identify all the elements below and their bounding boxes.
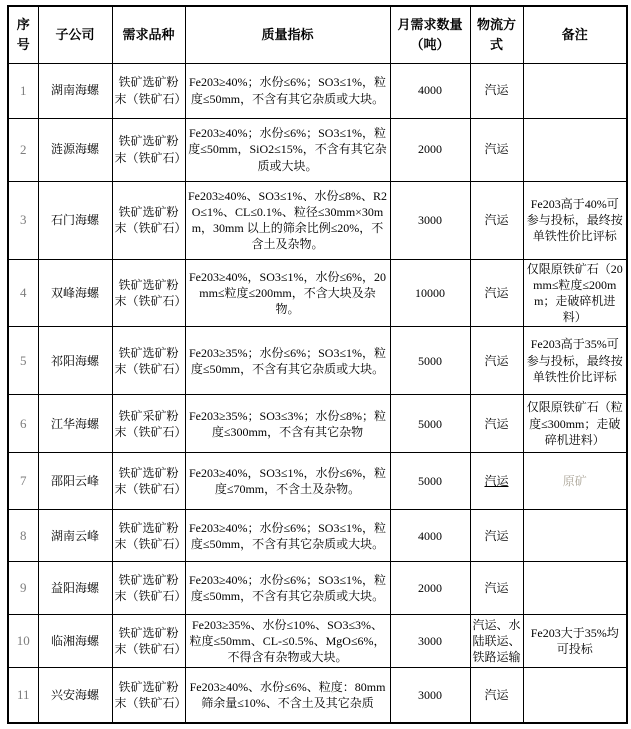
table-row xyxy=(8,327,627,395)
cell-logistics: 汽运、水陆联运、铁路运输 xyxy=(470,615,523,668)
cell-company: 邵阳云峰 xyxy=(38,453,112,510)
cell-remark: Fe203高于35%可参与投标，最终按单铁性价比评标 xyxy=(523,327,627,395)
table-row xyxy=(8,510,627,562)
cell-quantity: 5000 xyxy=(390,395,470,453)
cell-remark: 仅限原铁矿石（粒度≤300mm；走破碎机进料） xyxy=(523,395,627,453)
cell-quality: Fe203≥40%、SO3≤1%、水份≤8%、R2O≤1%、CL≤0.1%、粒径≤30mm×30mm，30mm 以上的筛余比例≤20%，不含土及杂物。 xyxy=(185,181,390,259)
cell-company: 祁阳海螺 xyxy=(38,327,112,395)
cell-variety: 铁矿选矿粉末（铁矿石） xyxy=(112,63,185,118)
header-remark: 备注 xyxy=(523,6,627,63)
cell-serial: 6 xyxy=(8,395,38,453)
cell-quantity: 3000 xyxy=(390,181,470,259)
cell-quantity: 3000 xyxy=(390,668,470,723)
cell-quality: Fe203≥40%；水份≤6%；SO3≤1%，粒度≤50mm，SiO2≤15%，不含有其它杂质或大块。 xyxy=(185,118,390,181)
cell-company: 湖南海螺 xyxy=(38,63,112,118)
cell-remark: 原矿 xyxy=(523,453,627,510)
table-row xyxy=(8,259,627,327)
cell-quality: Fe203≥40%，SO3≤1%，水份≤6%，粒度≤70mm，不含土及杂物。 xyxy=(185,453,390,510)
cell-quality: Fe203≥40%；水份≤6%；SO3≤1%，粒度≤50mm，不含有其它杂质或大块。 xyxy=(185,562,390,615)
cell-logistics: 汽运 xyxy=(470,562,523,615)
cell-quality: Fe203≥40%；水份≤6%；SO3≤1%，粒度≤50mm，不含有其它杂质或大块。 xyxy=(185,63,390,118)
table-row xyxy=(8,562,627,615)
cell-company: 双峰海螺 xyxy=(38,259,112,327)
cell-remark: Fe203大于35%均可投标 xyxy=(523,615,627,668)
demand-table xyxy=(7,5,628,724)
cell-remark: 仅限原铁矿石（20mm≤粒度≤200mm；走破碎机进料） xyxy=(523,259,627,327)
table-row xyxy=(8,63,627,118)
cell-quality: Fe203≥35%；水份≤6%；SO3≤1%，粒度≤50mm，不含有其它杂质或大块。 xyxy=(185,327,390,395)
table-row xyxy=(8,395,627,453)
cell-variety: 铁矿采矿粉末（铁矿石） xyxy=(112,395,185,453)
cell-company: 益阳海螺 xyxy=(38,562,112,615)
cell-quality: Fe203≥40%、水份≤6%、粒度：80mm 筛余量≤10%、不含土及其它杂质 xyxy=(185,668,390,723)
cell-variety: 铁矿选矿粉末（铁矿石） xyxy=(112,118,185,181)
cell-logistics: 汽运 xyxy=(470,118,523,181)
cell-company: 湖南云峰 xyxy=(38,510,112,562)
header-quality: 质量指标 xyxy=(185,6,390,63)
cell-quality: Fe203≥35%；SO3≤3%；水份≤8%；粒度≤300mm，不含有其它杂物 xyxy=(185,395,390,453)
cell-company: 江华海螺 xyxy=(38,395,112,453)
cell-quantity: 2000 xyxy=(390,118,470,181)
table-row xyxy=(8,181,627,259)
cell-company: 兴安海螺 xyxy=(38,668,112,723)
cell-remark: Fe203高于40%可参与投标，最终按单铁性价比评标 xyxy=(523,181,627,259)
cell-logistics: 汽运 xyxy=(470,395,523,453)
cell-serial: 10 xyxy=(8,615,38,668)
cell-remark xyxy=(523,562,627,615)
cell-serial: 4 xyxy=(8,259,38,327)
cell-remark xyxy=(523,63,627,118)
header-serial: 序号 xyxy=(8,6,38,63)
cell-variety: 铁矿选矿粉末（铁矿石） xyxy=(112,259,185,327)
table-row xyxy=(8,453,627,510)
cell-serial: 5 xyxy=(8,327,38,395)
cell-remark xyxy=(523,118,627,181)
header-row xyxy=(8,6,627,63)
cell-logistics: 汽运 xyxy=(470,510,523,562)
table-row xyxy=(8,668,627,723)
cell-variety: 铁矿选矿粉末（铁矿石） xyxy=(112,562,185,615)
cell-logistics: 汽运 xyxy=(470,181,523,259)
cell-serial: 7 xyxy=(8,453,38,510)
cell-quality: Fe203≥40%；水份≤6%；SO3≤1%，粒度≤50mm，不含有其它杂质或大块。 xyxy=(185,510,390,562)
header-variety: 需求品种 xyxy=(112,6,185,63)
table-row xyxy=(8,615,627,668)
cell-logistics: 汽运 xyxy=(470,668,523,723)
cell-quantity: 3000 xyxy=(390,615,470,668)
cell-remark xyxy=(523,510,627,562)
cell-variety: 铁矿选矿粉末（铁矿石） xyxy=(112,668,185,723)
cell-logistics: 汽运 xyxy=(470,63,523,118)
header-logistics: 物流方式 xyxy=(470,6,523,63)
header-quantity: 月需求数量（吨） xyxy=(390,6,470,63)
cell-variety: 铁矿选矿粉末（铁矿石） xyxy=(112,615,185,668)
cell-serial: 1 xyxy=(8,63,38,118)
cell-variety: 铁矿选矿粉末（铁矿石） xyxy=(112,510,185,562)
cell-variety: 铁矿选矿粉末（铁矿石） xyxy=(112,181,185,259)
cell-company: 临湘海螺 xyxy=(38,615,112,668)
cell-company: 石门海螺 xyxy=(38,181,112,259)
table-row xyxy=(8,118,627,181)
cell-serial: 9 xyxy=(8,562,38,615)
cell-quantity: 4000 xyxy=(390,63,470,118)
cell-quantity: 2000 xyxy=(390,562,470,615)
cell-logistics: 汽运 xyxy=(470,259,523,327)
cell-serial: 2 xyxy=(8,118,38,181)
cell-logistics: 汽运 xyxy=(470,327,523,395)
header-company: 子公司 xyxy=(38,6,112,63)
cell-quantity: 4000 xyxy=(390,510,470,562)
cell-variety: 铁矿选矿粉末（铁矿石） xyxy=(112,453,185,510)
cell-remark xyxy=(523,668,627,723)
cell-quantity: 5000 xyxy=(390,453,470,510)
cell-serial: 3 xyxy=(8,181,38,259)
cell-quality: Fe203≥40%，SO3≤1%，水份≤6%，20mm≤粒度≤200mm，不含大块及杂物。 xyxy=(185,259,390,327)
cell-variety: 铁矿选矿粉末（铁矿石） xyxy=(112,327,185,395)
cell-quantity: 5000 xyxy=(390,327,470,395)
cell-company: 涟源海螺 xyxy=(38,118,112,181)
cell-serial: 11 xyxy=(8,668,38,723)
cell-quality: Fe203≥35%、水份≤10%、SO3≤3%、粒度≤50mm、CL-≤0.5%、MgO≤6%，不得含有杂物或大块。 xyxy=(185,615,390,668)
cell-serial: 8 xyxy=(8,510,38,562)
cell-logistics: 汽运 xyxy=(470,453,523,510)
cell-quantity: 10000 xyxy=(390,259,470,327)
